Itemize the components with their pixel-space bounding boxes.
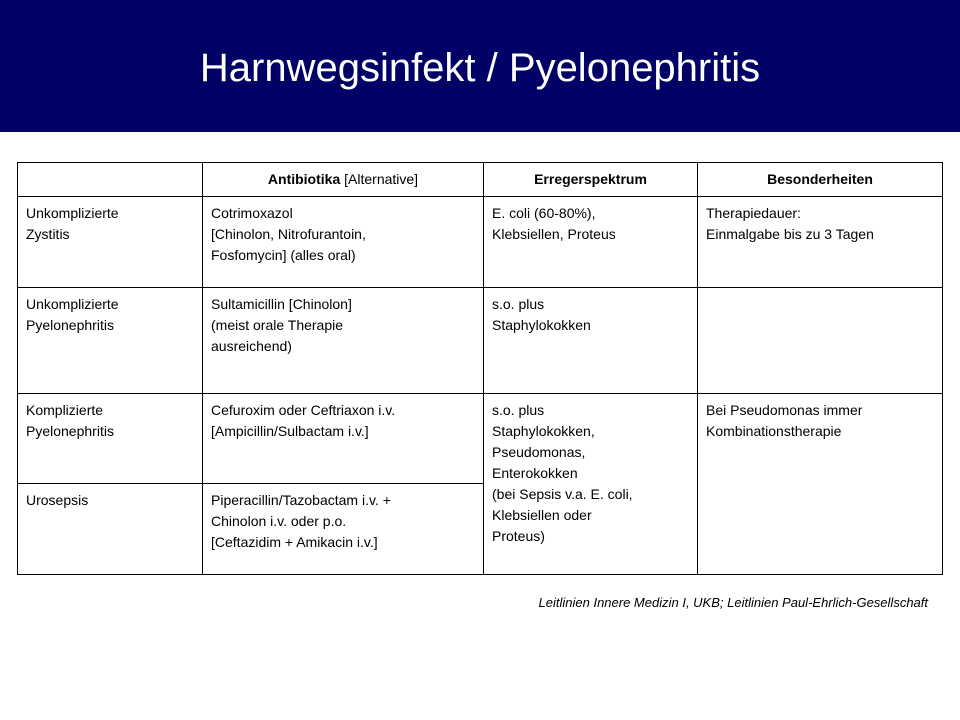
table-row [18, 197, 943, 288]
header-erreger: Erregerspektrum [484, 163, 698, 197]
cell-line: Cefuroxim oder Ceftriaxon i.v. [211, 402, 396, 418]
header-antibiotika [203, 163, 484, 197]
cell-line: (bei Sepsis v.a. E. coli, [492, 486, 633, 502]
cell-line: Kombinationstherapie [706, 423, 842, 439]
antibiotika-cell [203, 288, 484, 394]
page-title: Harnwegsinfekt / Pyelonephritis [199, 45, 761, 90]
row-label-line: Unkomplizierte [26, 296, 119, 312]
antibiotika-cell [203, 197, 484, 288]
row-label-line: Pyelonephritis [26, 317, 114, 333]
cell-line: Sultamicillin [Chinolon] [211, 296, 352, 312]
antibiotika-cell [203, 394, 484, 484]
row-label-line: Pyelonephritis [26, 423, 114, 439]
cell-line: ausreichend) [211, 338, 292, 354]
erreger-cell [484, 288, 698, 394]
cell-line: [Ampicillin/Sulbactam i.v.] [211, 423, 369, 439]
besonderheiten-cell [698, 288, 943, 394]
cell-line: Proteus) [492, 528, 545, 544]
table-row [18, 394, 943, 484]
header-besonderheiten: Besonderheiten [698, 163, 943, 197]
cell-line: Piperacillin/Tazobactam i.v. + [211, 492, 391, 508]
row-label-line: Unkomplizierte [26, 205, 119, 221]
row-label-line: Komplizierte [26, 402, 104, 418]
row-label [18, 197, 203, 288]
row-label-line: Urosepsis [26, 492, 89, 508]
row-label [18, 484, 203, 575]
cell-line: Staphylokokken [492, 317, 591, 333]
row-label [18, 394, 203, 484]
erreger-cell [484, 197, 698, 288]
cell-line: Pseudomonas, [492, 444, 586, 460]
row-label [18, 288, 203, 394]
antibiotics-table [17, 162, 943, 575]
cell-line: Klebsiellen, Proteus [492, 226, 616, 242]
title-bar [0, 0, 960, 132]
cell-line: Chinolon i.v. oder p.o. [211, 513, 347, 529]
cell-line: Klebsiellen oder [492, 507, 592, 523]
cell-line: Therapiedauer: [706, 205, 801, 221]
cell-line: Bei Pseudomonas immer [706, 402, 863, 418]
besonderheiten-cell [698, 197, 943, 288]
header-antibiotika-label: Antibiotika [267, 171, 341, 187]
cell-line: E. coli (60-80%), [492, 205, 596, 221]
row-label-line: Zystitis [26, 226, 70, 242]
cell-line: Enterokokken [492, 465, 578, 481]
cell-line: Staphylokokken, [492, 423, 595, 439]
cell-line: [Chinolon, Nitrofurantoin, [211, 226, 366, 242]
cell-line: s.o. plus [492, 296, 545, 312]
header-row [18, 163, 943, 197]
source-citation: Leitlinien Innere Medizin I, UKB; Leitlinien Paul-Ehrlich-Gesellschaft [538, 595, 928, 610]
besonderheiten-cell [698, 394, 943, 575]
cell-line: Einmalgabe bis zu 3 Tagen [706, 226, 874, 242]
cell-line: (meist orale Therapie [211, 317, 344, 333]
table-row [18, 288, 943, 394]
header-antibiotika-alt: [Alternative] [344, 171, 419, 187]
cell-line: [Ceftazidim + Amikacin i.v.] [211, 534, 378, 550]
erreger-cell [484, 394, 698, 575]
cell-line: Cotrimoxazol [211, 205, 293, 221]
cell-line: Fosfomycin] (alles oral) [211, 247, 356, 263]
antibiotika-cell [203, 484, 484, 575]
cell-line: s.o. plus [492, 402, 545, 418]
header-empty [18, 163, 203, 197]
